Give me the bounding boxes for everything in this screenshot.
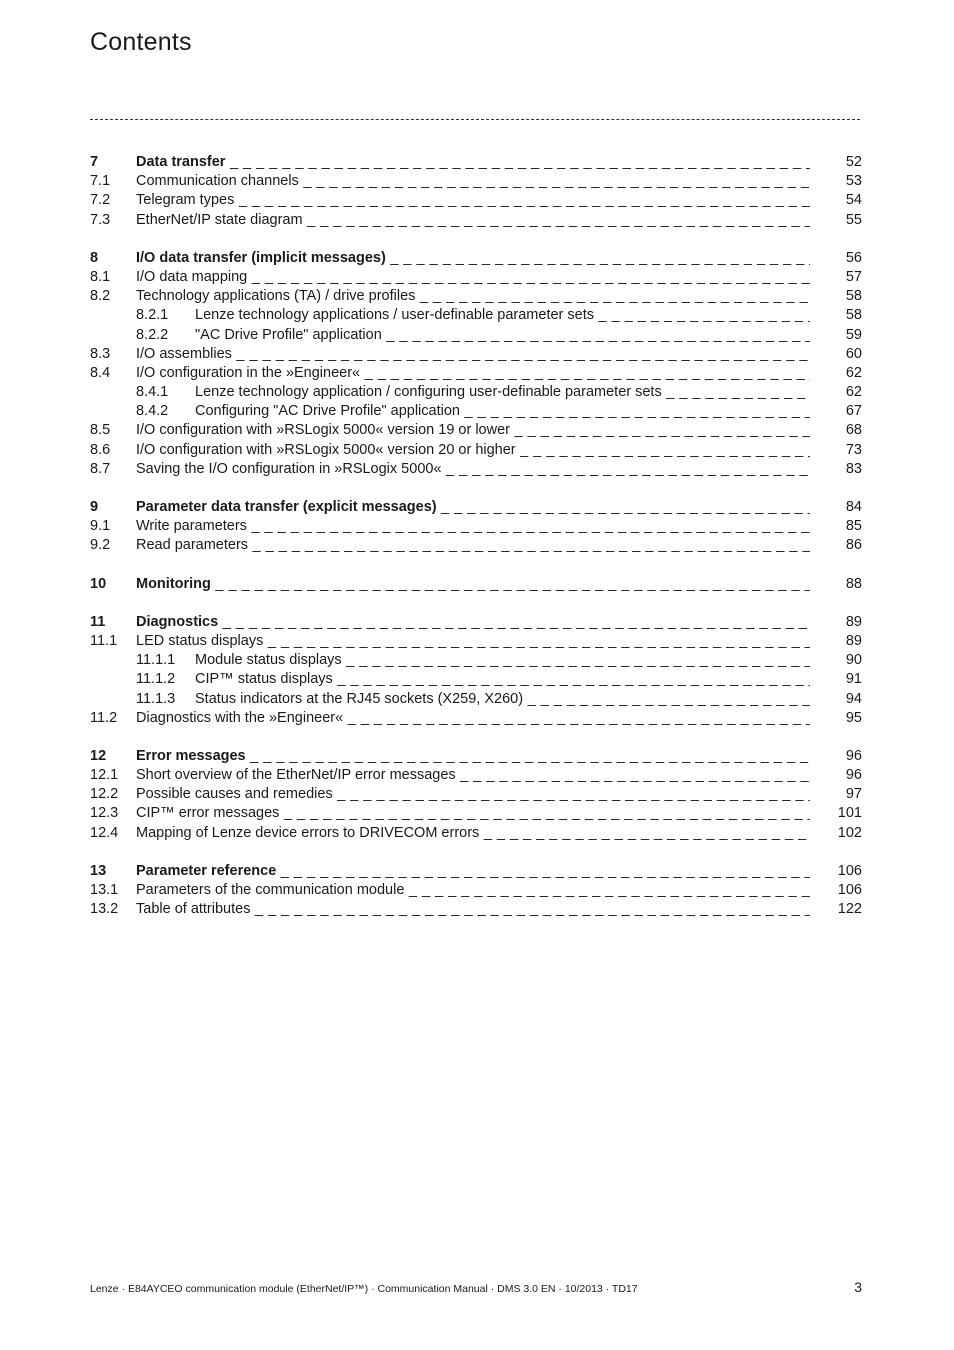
toc-entry-number: 7.2 (90, 192, 111, 209)
toc-entry-number: 8.4.2 (136, 403, 169, 420)
toc-entry-number: 8.3 (90, 345, 111, 362)
toc-entry[interactable] (90, 153, 862, 172)
toc-entry[interactable] (90, 460, 862, 479)
toc-entry-title[interactable]: Monitoring _ _ _ (136, 575, 810, 594)
toc-entry-number: 12.1 (90, 767, 119, 784)
toc-entry[interactable] (90, 383, 862, 402)
toc-entry[interactable] (90, 824, 862, 843)
header-divider (90, 119, 860, 120)
toc-entry-title[interactable]: Lenze technology applications / user-definable parameter sets _ _ _ (195, 306, 810, 325)
toc-entry-page: 60 (845, 345, 862, 362)
page-title: Contents (90, 28, 192, 56)
toc-entry[interactable] (90, 613, 862, 632)
toc-entry-title[interactable]: Error messages _ _ _ (136, 747, 810, 766)
toc-entry-title[interactable]: CIP™ status displays _ _ _ (195, 670, 810, 689)
toc-entry-number: 12 (90, 747, 107, 764)
toc-entry-title[interactable]: I/O data transfer (implicit messages) _ _ _ (136, 249, 810, 268)
toc-entry-number: 8.2 (90, 288, 111, 305)
toc-entry[interactable] (90, 536, 862, 555)
toc-entry-page: 62 (845, 364, 862, 381)
toc-entry-page: 95 (845, 709, 862, 726)
toc-entry[interactable] (90, 900, 862, 919)
toc-entry-number: 9 (90, 499, 99, 515)
toc-entry-title[interactable]: Parameter reference _ _ _ (136, 862, 810, 881)
toc-entry-number: 8 (90, 249, 99, 266)
toc-entry-page: 91 (845, 671, 862, 688)
toc-entry-title[interactable]: Possible causes and remedies _ _ _ (136, 785, 810, 804)
toc-entry-title[interactable]: Communication channels _ _ _ (136, 172, 810, 191)
toc-entry-title[interactable]: Configuring "AC Drive Profile" application _ _ _ (195, 402, 810, 421)
toc-entry-title[interactable]: Module status displays _ _ _ (195, 651, 810, 670)
toc-entry-number: 10 (90, 575, 107, 592)
toc-entry-page: 88 (845, 575, 862, 592)
toc-entry-title[interactable]: "AC Drive Profile" application _ _ _ (195, 326, 810, 345)
toc-entry[interactable] (90, 785, 862, 804)
toc-entry-number: 8.4 (90, 364, 111, 381)
toc-entry[interactable] (90, 249, 862, 268)
toc-entry-number: 9.1 (90, 518, 111, 535)
toc-entry-title[interactable]: Lenze technology application / configuring user-definable parameter sets _ _ _ (195, 383, 810, 402)
toc-entry-page: 62 (845, 384, 862, 401)
toc-entry-page: 73 (845, 441, 862, 458)
toc-entry[interactable] (90, 881, 862, 900)
toc-entry-page: 85 (845, 518, 862, 535)
toc-entry-page: 89 (845, 632, 862, 649)
toc-entry-page: 94 (845, 690, 862, 707)
toc-entry-title[interactable]: Data transfer _ _ _ (136, 153, 810, 172)
toc-entry-number: 8.1 (90, 268, 111, 285)
toc-entry-page: 56 (845, 249, 862, 266)
toc-entry-number: 13.1 (90, 882, 119, 898)
toc-entry[interactable] (90, 345, 862, 364)
toc-entry[interactable] (90, 306, 862, 325)
toc-entry-page: 59 (845, 326, 862, 343)
toc-entry-number: 12.3 (90, 805, 119, 822)
toc-entry[interactable] (90, 421, 862, 440)
toc-entry-page: 89 (845, 613, 862, 630)
toc-entry[interactable] (90, 709, 862, 728)
toc-section-gap (90, 556, 862, 575)
toc-entry-number: 7.1 (90, 173, 111, 190)
toc-entry[interactable] (90, 651, 862, 670)
toc-entry-title[interactable]: Table of attributes _ _ _ (136, 900, 810, 919)
toc-entry[interactable] (90, 441, 862, 460)
toc-entry-number: 12.2 (90, 786, 119, 803)
toc-section-gap (90, 230, 862, 249)
toc-entry-title[interactable]: Parameter data transfer (explicit messages) _ _ _ (136, 498, 810, 517)
toc-entry-title[interactable]: I/O configuration in the »Engineer« _ _ _ (136, 364, 810, 383)
toc-entry[interactable] (90, 575, 862, 594)
toc-entry-number: 8.2.1 (136, 307, 169, 324)
toc-entry[interactable] (90, 498, 862, 517)
toc-entry-title[interactable]: Short overview of the EtherNet/IP error messages _ _ _ (136, 766, 810, 785)
page-number: 3 (854, 1279, 862, 1295)
toc-entry-number: 8.2.2 (136, 326, 169, 343)
toc-entry-title[interactable]: Mapping of Lenze device errors to DRIVECOM errors _ _ _ (136, 824, 810, 843)
toc-entry-title[interactable]: CIP™ error messages _ _ _ (136, 804, 810, 823)
toc-entry[interactable] (90, 172, 862, 191)
toc-entry[interactable] (90, 862, 862, 881)
toc-section-gap (90, 479, 862, 498)
toc-entry-number: 13.2 (90, 901, 119, 918)
toc-entry-page: 54 (845, 192, 862, 209)
toc-entry-page: 86 (845, 537, 862, 554)
toc-entry-title[interactable]: EtherNet/IP state diagram _ _ _ (136, 211, 810, 230)
table-of-contents (90, 153, 862, 919)
toc-entry[interactable] (90, 326, 862, 345)
toc-entry-number: 11.1.3 (136, 690, 176, 707)
toc-entry-number: 9.2 (90, 537, 111, 554)
toc-entry-page: 58 (845, 288, 862, 305)
toc-entry-number: 11.1.2 (136, 671, 176, 688)
toc-section-gap (90, 843, 862, 862)
toc-entry-title[interactable]: Saving the I/O configuration in »RSLogix 5000« _ _ _ (136, 460, 810, 479)
toc-entry[interactable] (90, 632, 862, 651)
toc-entry-page: 102 (837, 824, 862, 841)
toc-entry[interactable] (90, 287, 862, 306)
toc-section-gap (90, 594, 862, 613)
toc-entry-number: 8.6 (90, 441, 111, 458)
toc-entry[interactable] (90, 670, 862, 689)
toc-entry-title[interactable]: I/O configuration with »RSLogix 5000« version 20 or higher _ _ _ (136, 441, 810, 460)
toc-entry-page: 122 (837, 901, 862, 918)
toc-entry-number: 11.1.1 (136, 652, 176, 669)
toc-entry-page: 58 (845, 307, 862, 324)
toc-entry-page: 84 (845, 499, 862, 515)
toc-entry-page: 55 (845, 211, 862, 228)
toc-entry-title[interactable]: Status indicators at the RJ45 sockets (X259, X260) _ _ _ (195, 690, 810, 709)
toc-entry-page: 57 (845, 268, 862, 285)
toc-entry-title[interactable]: I/O assemblies _ _ _ (136, 345, 810, 364)
toc-entry[interactable] (90, 517, 862, 536)
toc-entry-page: 52 (845, 154, 862, 170)
toc-entry[interactable] (90, 191, 862, 210)
toc-entry-number: 11.2 (90, 709, 118, 726)
toc-entry[interactable] (90, 690, 862, 709)
footer-text: Lenze · E84AYCEO communication module (EtherNet/IP™) · Communication Manual · DMS 3.0 EN · 10/2013 · TD17 (90, 1283, 638, 1295)
toc-entry-page: 96 (845, 767, 862, 784)
toc-entry-title[interactable]: Technology applications (TA) / drive profiles _ _ _ (136, 287, 810, 306)
toc-entry-number: 11 (90, 613, 106, 630)
toc-entry-number: 8.5 (90, 422, 111, 439)
toc-entry-title[interactable]: Parameters of the communication module _ _ _ (136, 881, 810, 900)
toc-entry-number: 13 (90, 862, 107, 879)
toc-entry-title[interactable]: Write parameters _ _ _ (136, 517, 810, 536)
toc-entry-title[interactable]: LED status displays _ _ _ (136, 632, 810, 651)
toc-entry[interactable] (90, 804, 862, 823)
toc-entry-number: 12.4 (90, 824, 119, 841)
toc-entry-page: 97 (845, 786, 862, 803)
toc-entry-page: 101 (837, 805, 862, 822)
toc-entry-title[interactable]: I/O data mapping _ _ _ (136, 268, 810, 287)
toc-entry-page: 53 (845, 173, 862, 190)
toc-entry[interactable] (90, 766, 862, 785)
toc-entry-number: 7 (90, 154, 99, 170)
toc-entry-page: 68 (845, 422, 862, 439)
toc-entry-title[interactable]: Telegram types _ _ _ (136, 191, 810, 210)
toc-entry-title[interactable]: I/O configuration with »RSLogix 5000« version 19 or lower _ _ _ (136, 421, 810, 440)
toc-entry-page: 106 (837, 862, 862, 879)
toc-entry-number: 8.4.1 (136, 384, 169, 401)
toc-entry-page: 67 (845, 403, 862, 420)
toc-entry-number: 11.1 (90, 632, 118, 649)
toc-entry-title[interactable]: Diagnostics with the »Engineer« _ _ _ (136, 709, 810, 728)
toc-entry-page: 106 (837, 882, 862, 898)
toc-entry[interactable] (90, 268, 862, 287)
toc-entry-number: 7.3 (90, 211, 111, 228)
toc-entry-title[interactable]: Diagnostics _ _ _ (136, 613, 810, 632)
toc-entry-page: 96 (845, 747, 862, 764)
toc-entry[interactable] (90, 747, 862, 766)
toc-section-gap (90, 728, 862, 747)
toc-entry[interactable] (90, 402, 862, 421)
toc-entry-page: 90 (845, 652, 862, 669)
toc-entry[interactable] (90, 211, 862, 230)
toc-entry-page: 83 (845, 460, 862, 477)
toc-entry[interactable] (90, 364, 862, 383)
toc-entry-number: 8.7 (90, 460, 111, 477)
toc-entry-title[interactable]: Read parameters _ _ _ (136, 536, 810, 555)
